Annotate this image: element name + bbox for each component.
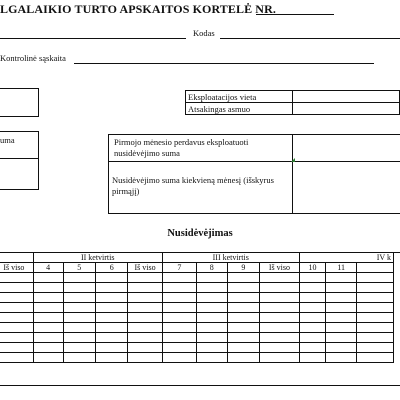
grid-body bbox=[0, 273, 394, 363]
grid-cell[interactable] bbox=[326, 323, 357, 333]
grid-cell[interactable] bbox=[162, 343, 196, 353]
grid-cell[interactable] bbox=[196, 333, 227, 343]
grid-cell[interactable] bbox=[196, 353, 227, 363]
grid-cell[interactable] bbox=[227, 333, 259, 343]
grid-cell[interactable] bbox=[260, 313, 300, 323]
grid-cell[interactable] bbox=[357, 303, 394, 313]
depreciation-grid bbox=[0, 253, 394, 363]
grid-cell[interactable] bbox=[63, 323, 95, 333]
grid-cell[interactable] bbox=[326, 353, 357, 363]
grid-cell[interactable] bbox=[227, 313, 259, 323]
grid-cell[interactable] bbox=[0, 303, 33, 313]
left-table-top bbox=[0, 88, 39, 117]
table-row bbox=[0, 293, 394, 303]
grid-cell[interactable] bbox=[326, 333, 357, 343]
grid-cell[interactable] bbox=[299, 333, 325, 343]
table-row bbox=[0, 353, 394, 363]
grid-cell[interactable] bbox=[260, 283, 300, 293]
info-value[interactable] bbox=[293, 91, 400, 103]
grid-cell[interactable] bbox=[326, 273, 357, 283]
grid-cell[interactable] bbox=[33, 313, 63, 323]
grid-cell[interactable] bbox=[162, 353, 196, 363]
grid-cell[interactable] bbox=[299, 343, 325, 353]
grid-cell[interactable] bbox=[0, 283, 33, 293]
table-row bbox=[0, 283, 394, 293]
column-header: 11 bbox=[326, 263, 357, 273]
grid-cell[interactable] bbox=[196, 303, 227, 313]
bottom-rule bbox=[0, 385, 400, 386]
grid-cell[interactable] bbox=[196, 293, 227, 303]
grid-cell[interactable] bbox=[196, 273, 227, 283]
grid-cell[interactable] bbox=[326, 293, 357, 303]
info-value[interactable] bbox=[293, 103, 400, 115]
grid-cell[interactable] bbox=[357, 353, 394, 363]
grid-cell[interactable] bbox=[299, 283, 325, 293]
grid-cell[interactable] bbox=[162, 273, 196, 283]
info-label: Atsakingas asmuo bbox=[186, 103, 293, 115]
grid-cell[interactable] bbox=[162, 323, 196, 333]
grid-cell[interactable] bbox=[0, 313, 33, 323]
grid-cell[interactable] bbox=[0, 343, 33, 353]
grid-cell[interactable] bbox=[33, 343, 63, 353]
column-header: 10 bbox=[299, 263, 325, 273]
grid-cell[interactable] bbox=[33, 293, 63, 303]
grid-cell[interactable] bbox=[95, 283, 127, 293]
grid-cell[interactable] bbox=[227, 293, 259, 303]
table-row bbox=[0, 323, 394, 333]
grid-cell[interactable] bbox=[260, 303, 300, 313]
grid-cell[interactable] bbox=[196, 343, 227, 353]
grid-cell[interactable] bbox=[128, 293, 162, 303]
grid-cell[interactable] bbox=[326, 283, 357, 293]
grid-cell[interactable] bbox=[0, 273, 33, 283]
grid-cell[interactable] bbox=[260, 273, 300, 283]
table-row bbox=[0, 273, 394, 283]
grid-cell[interactable] bbox=[162, 313, 196, 323]
grid-cell[interactable] bbox=[95, 303, 127, 313]
grid-cell[interactable] bbox=[95, 313, 127, 323]
grid-cell[interactable] bbox=[33, 323, 63, 333]
grid-cell[interactable] bbox=[162, 303, 196, 313]
account-label: Kontrolinė sąskaita bbox=[0, 53, 66, 63]
grid-cell[interactable] bbox=[196, 323, 227, 333]
table-row bbox=[0, 313, 394, 323]
grid-cell[interactable] bbox=[196, 283, 227, 293]
info-row bbox=[186, 91, 400, 103]
grid-cell[interactable] bbox=[162, 333, 196, 343]
first-month-value[interactable] bbox=[292, 135, 400, 161]
grid-cell[interactable] bbox=[227, 353, 259, 363]
grid-cell[interactable] bbox=[260, 353, 300, 363]
grid-cell[interactable] bbox=[0, 293, 33, 303]
grid-cell[interactable] bbox=[196, 313, 227, 323]
table-row bbox=[0, 343, 394, 353]
grid-cell[interactable] bbox=[63, 333, 95, 343]
grid-cell[interactable] bbox=[33, 333, 63, 343]
cell-marker-icon bbox=[291, 158, 295, 162]
grid-cell[interactable] bbox=[95, 323, 127, 333]
left-table-divider bbox=[0, 158, 38, 159]
grid-cell[interactable] bbox=[95, 333, 127, 343]
column-header: 5 bbox=[63, 263, 95, 273]
table-row bbox=[0, 303, 394, 313]
first-month-label: Pirmojo mėnesio perdavus eksploatuoti nusidėvėjimo suma bbox=[114, 137, 249, 158]
grid-cell[interactable] bbox=[128, 303, 162, 313]
column-header: 9 bbox=[227, 263, 259, 273]
grid-cell[interactable] bbox=[95, 293, 127, 303]
grid-cell[interactable] bbox=[357, 323, 394, 333]
grid-cell[interactable] bbox=[227, 283, 259, 293]
sum-fragment: uma bbox=[0, 135, 15, 145]
grid-cell[interactable] bbox=[63, 303, 95, 313]
grid-cell[interactable] bbox=[128, 323, 162, 333]
grid-cell[interactable] bbox=[326, 303, 357, 313]
column-header: 6 bbox=[95, 263, 127, 273]
grid-cell[interactable] bbox=[95, 353, 127, 363]
grid-cell[interactable] bbox=[162, 283, 196, 293]
code-field[interactable] bbox=[220, 38, 400, 39]
grid-cell[interactable] bbox=[128, 273, 162, 283]
grid-cell[interactable] bbox=[95, 273, 127, 283]
card-number-field[interactable] bbox=[256, 14, 334, 15]
grid-cell[interactable] bbox=[326, 313, 357, 323]
quarter-header: III ketvirtis bbox=[162, 253, 299, 263]
grid-cell[interactable] bbox=[227, 343, 259, 353]
grid-cell[interactable] bbox=[357, 343, 394, 353]
column-header: 8 bbox=[196, 263, 227, 273]
account-field[interactable] bbox=[74, 63, 374, 64]
grid-cell[interactable] bbox=[299, 273, 325, 283]
column-header: 7 bbox=[162, 263, 196, 273]
grid-cell[interactable] bbox=[227, 323, 259, 333]
grid-cell[interactable] bbox=[299, 323, 325, 333]
grid-cell[interactable] bbox=[128, 283, 162, 293]
column-header: Iš viso bbox=[128, 263, 162, 273]
grid-cell[interactable] bbox=[33, 273, 63, 283]
grid-cell[interactable] bbox=[357, 313, 394, 323]
grid-cell[interactable] bbox=[260, 343, 300, 353]
code-label: Kodas bbox=[193, 28, 215, 38]
quarter-header: IV k bbox=[299, 253, 393, 263]
grid-cell[interactable] bbox=[227, 303, 259, 313]
grid-cell[interactable] bbox=[128, 343, 162, 353]
column-header-row bbox=[0, 263, 394, 273]
table-row bbox=[0, 333, 394, 343]
grid-cell[interactable] bbox=[299, 303, 325, 313]
grid-cell[interactable] bbox=[33, 353, 63, 363]
grid-cell[interactable] bbox=[0, 353, 33, 363]
grid-cell[interactable] bbox=[326, 343, 357, 353]
grid-cell[interactable] bbox=[33, 283, 63, 293]
grid-cell[interactable] bbox=[63, 283, 95, 293]
monthly-label: Nusidėvėjimo suma kiekvieną mėnesį (išskyrus pirmąjį) bbox=[112, 175, 274, 196]
section-title: Nusidėvėjimas bbox=[167, 228, 233, 239]
grid-cell[interactable] bbox=[63, 313, 95, 323]
depreciation-box bbox=[108, 134, 400, 214]
column-header: 4 bbox=[33, 263, 63, 273]
grid-cell[interactable] bbox=[0, 333, 33, 343]
grid-cell[interactable] bbox=[63, 353, 95, 363]
column-header: Iš viso bbox=[0, 263, 33, 273]
monthly-value[interactable] bbox=[292, 162, 400, 213]
grid-cell[interactable] bbox=[299, 293, 325, 303]
info-label: Eksploatacijos vieta bbox=[186, 91, 293, 103]
grid-cell[interactable] bbox=[95, 343, 127, 353]
grid-cell[interactable] bbox=[162, 293, 196, 303]
grid-cell[interactable] bbox=[260, 293, 300, 303]
grid-cell[interactable] bbox=[128, 333, 162, 343]
grid-cell[interactable] bbox=[357, 333, 394, 343]
grid-cell[interactable] bbox=[357, 293, 394, 303]
quarter-header-row bbox=[0, 253, 394, 263]
name-field-line[interactable] bbox=[0, 38, 186, 39]
grid-cell[interactable] bbox=[357, 273, 394, 283]
quarter-header: II ketvirtis bbox=[33, 253, 162, 263]
grid-cell[interactable] bbox=[33, 303, 63, 313]
grid-cell[interactable] bbox=[63, 343, 95, 353]
info-row bbox=[186, 103, 400, 115]
grid-cell[interactable] bbox=[63, 293, 95, 303]
grid-cell[interactable] bbox=[128, 353, 162, 363]
grid-cell[interactable] bbox=[260, 323, 300, 333]
grid-cell[interactable] bbox=[260, 333, 300, 343]
column-header: Iš viso bbox=[260, 263, 300, 273]
card-title: LGALAIKIO TURTO APSKAITOS KORTELĖ NR. bbox=[0, 2, 276, 16]
grid-cell[interactable] bbox=[128, 313, 162, 323]
grid-cell[interactable] bbox=[357, 283, 394, 293]
grid-cell[interactable] bbox=[299, 353, 325, 363]
grid-cell[interactable] bbox=[227, 273, 259, 283]
grid-cell[interactable] bbox=[63, 273, 95, 283]
info-table bbox=[185, 90, 400, 115]
grid-cell[interactable] bbox=[299, 313, 325, 323]
grid-cell[interactable] bbox=[0, 323, 33, 333]
